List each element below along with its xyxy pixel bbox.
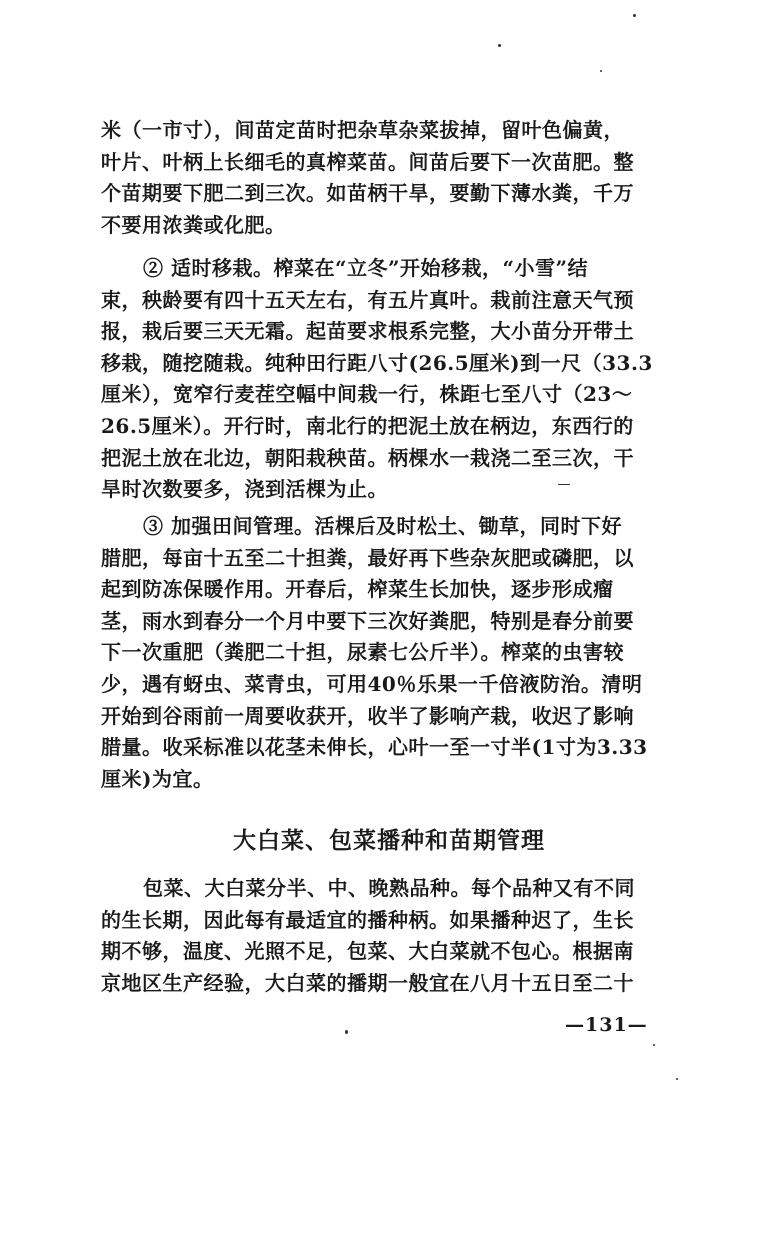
text-line: 叶片、叶柄上长细毛的真榨菜苗。间苗后要下一次苗肥。整 [101,149,634,174]
scan-speck [653,1044,655,1046]
text-line: 腊肥，每亩十五至二十担粪，最好再下些杂灰肥或磷肥，以 [101,545,634,570]
text-line: 旱时次数要多，浇到活棵为止。 [101,477,388,502]
scan-speck [498,44,501,47]
text-line: 期不够，温度、光照不足，包菜、大白菜就不包心。根据南 [101,939,634,964]
text-line: 个苗期要下肥二到三次。如苗柄干旱，要勤下薄水粪，千万 [101,181,634,206]
text-line: 把泥土放在北边，朝阳栽秧苗。柄棵水一栽浇二至三次，干 [101,445,634,470]
text-line: 下一次重肥（粪肥二十担，尿素七公斤半）。榨菜的虫害较 [101,640,624,665]
text-line: 开始到谷雨前一周要收获开，收半了影响产栽，收迟了影响 [101,703,634,728]
text-line: 移栽，随挖随栽。纯种田行距八寸(26.5厘米)到一尺（33.3 [101,350,653,375]
paragraph-continuation [101,115,679,241]
paragraph-cabbage [101,873,679,999]
text-line: 京地区生产经验，大白菜的播期一般宜在八月十五日至二十 [101,970,634,995]
text-line: 26.5厘米）。开行时，南北行的把泥土放在柄边，东西行的 [101,413,634,438]
paragraph-field-management [101,511,679,795]
text-line: 少，遇有蚜虫、菜青虫，可用40％乐果一千倍液防治。清明 [101,671,643,696]
text-line: 不要用浓粪或化肥。 [101,212,286,237]
text-line: ② 适时移栽。榨菜在“立冬”开始移栽，“小雪”结 [143,256,588,280]
text-line: 厘米），宽窄行麦茬空幅中间栽一行，株距七至八寸（23～ [101,382,633,407]
text-line: 腊量。收采标准以花茎未伸长，心叶一至一寸半(1寸为3.33 [101,735,648,760]
page-number: —131— [565,1014,648,1036]
text-line: ③ 加强田间管理。活棵后及时松土、锄草，同时下好 [143,514,622,538]
scan-speck [558,484,570,485]
section-heading: 大白菜、包菜播种和苗期管理 [233,828,545,854]
text-line: 起到防冻保暖作用。开春后，榨菜生长加快，逐步形成瘤 [101,577,614,602]
text-line: 报，栽后要三天无霜。起苗要求根系完整，大小苗分开带土 [101,319,634,344]
text-line: 米（一市寸），间苗定苗时把杂草杂菜拔掉，留叶色偏黄， [101,118,624,142]
text-line: 束，秧龄要有四十五天左右，有五片真叶。栽前注意天气预 [101,287,634,312]
scan-speck [345,1030,348,1034]
paragraph-transplant [101,253,679,506]
text-line: 的生长期，因此每有最适宜的播种柄。如果播种迟了，生长 [101,907,634,932]
scan-speck [633,14,636,17]
text-line: 包菜、大白菜分半、中、晚熟品种。每个品种又有不同 [143,876,635,900]
scan-speck [676,1078,678,1080]
text-line: 厘米)为宜。 [101,766,214,791]
text-line: 茎，雨水到春分一个月中要下三次好粪肥，特别是春分前要 [101,608,634,633]
scan-speck [600,70,602,72]
